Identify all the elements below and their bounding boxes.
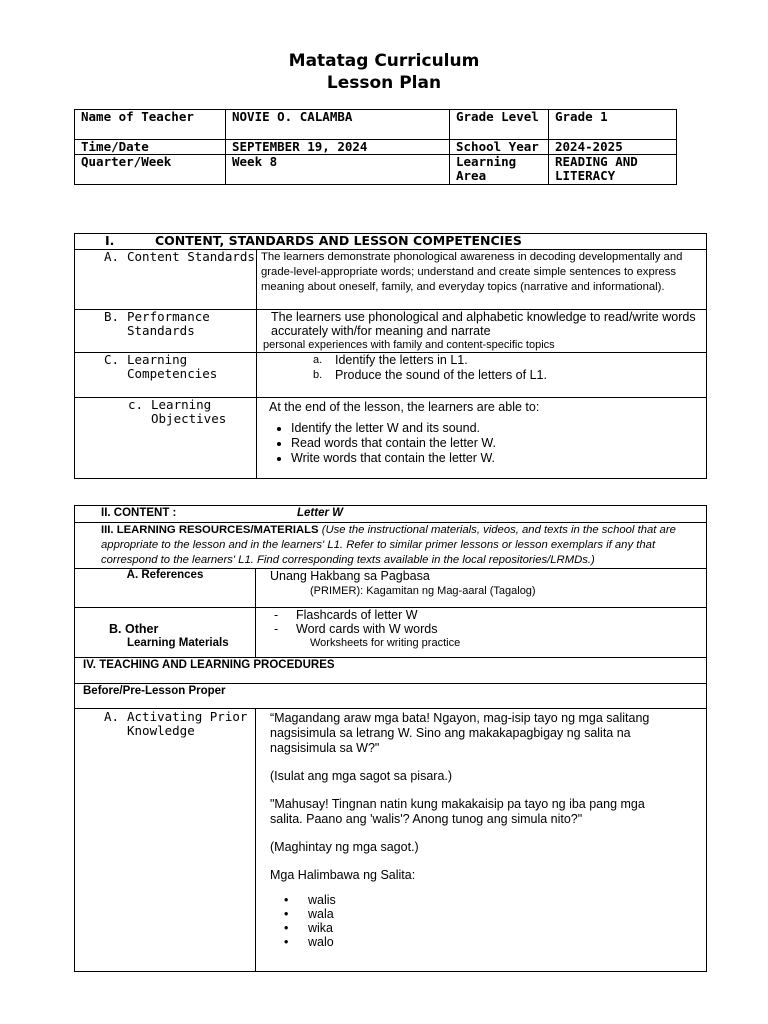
performance-standards-text-2: personal experiences with family and content-specific topics [263,339,555,351]
teacher-value: NOVIE O. CALAMBA [226,110,450,140]
resources-row [75,523,707,569]
competency-item [313,353,706,368]
competencies-cell [75,353,257,398]
references-sub: (PRIMER): Kagamitan ng Mag-aaral (Tagalog) [310,585,536,597]
performance-standards-value [257,310,707,353]
competencies-letter: C. [103,352,119,367]
other-materials-value-cell [256,608,707,658]
performance-letter: B. [103,309,119,324]
section1-heading: CONTENT, STANDARDS AND LESSON COMPETENCIES [155,233,522,248]
objectives-label: Learning Objectives [151,397,227,426]
quarter-label: Quarter/Week [75,155,226,185]
procedures-table [74,505,707,972]
before-label: Before/Pre-Lesson Proper [83,685,226,697]
section1-header [75,234,707,250]
area-label: Learning Area [450,155,549,185]
other-materials-list [256,608,706,636]
objectives-list [257,421,706,466]
teacher-label: Name of Teacher [75,110,226,140]
objective-item: • Identify the letter W and its sound. [291,421,706,436]
performance-standards-cell [75,310,257,353]
content-standards-text: The learners demonstrate phonological awareness in decoding developmentally and grade-level-appropriate words; understand and create simple sentences to express meaning about oneself, family, and everyday topics (narrative and informational). [261,251,683,293]
content-letter: A. [103,249,119,264]
example-words-list [256,893,706,949]
document-title: Matatag Curriculum [288,51,480,71]
standards-table [74,233,707,479]
performance-standards-label: Performance Standards [127,309,210,338]
competency-item [313,368,706,383]
example-word: • wala [284,907,706,921]
activating-paragraph: "Mahusay! Tingnan natin kung makakaisip pa tayo ng iba pang mga salita. Paano ang 'walis'? Anong tunog ang simula nito?" [270,797,645,826]
activating-paragraph: (Maghintay ng mga sagot.) [270,840,419,854]
objectives-cell [75,398,257,479]
other-extra: Worksheets for writing practice [310,637,461,649]
activating-paragraph: “Magandang araw mga bata! Ngayon, mag-isip tayo ng mga salitang nagsisimula sa letrang W. Sino ang makakapagbigay ng salita na nagsisimula sa W?" [270,711,650,755]
other-label-2: Learning Materials [127,637,229,649]
before-row [75,684,707,709]
resources-note: (Use the instructional materials, videos, and texts in the school that are appropriate to the lesson and in the learners' L1. Refer to similar primer lessons or lesson exemplars if any that correspond to the learners' L1. Find corresponding texts available in the local repositories/LRMDs.) [101,524,676,566]
references-value: Unang Hakbang sa Pagbasa [270,569,430,583]
example-word: • walo [284,935,706,949]
activating-paragraph: (Isulat ang mga sagot sa pisara.) [270,769,453,783]
competencies-label: Learning Competencies [127,352,218,381]
objective-item: • Read words that contain the letter W. [291,436,706,451]
area-value: READING AND LITERACY [549,155,677,185]
time-value: SEPTEMBER 19, 2024 [226,140,450,155]
content-value: Letter W [297,507,343,519]
activating-letter: A. [103,709,119,724]
objectives-value [257,398,707,479]
content-standards-value [257,250,707,310]
grade-value: Grade 1 [549,110,677,140]
competencies-list [257,353,706,383]
content-standards-cell [75,250,257,310]
objectives-letter: c. [127,397,143,412]
objectives-intro: At the end of the lesson, the learners are able to: [269,400,540,414]
competency-number: a. [313,354,323,366]
competency-text: Identify the letters in L1. [335,353,468,367]
objective-item: • Write words that contain the letter W. [291,451,706,466]
year-value: 2024-2025 [549,140,677,155]
material-item: - Word cards with W words [274,622,706,636]
references-value-cell [256,569,707,608]
activating-paragraph: Mga Halimbawa ng Salita: [270,868,416,882]
performance-standards-text: The learners use phonological and alphabetic knowledge to read/write words accurately with/for meaning and narrate [271,310,696,338]
competency-text: Produce the sound of the letters of L1. [335,368,547,382]
activating-content-cell [256,709,707,972]
competency-number: b. [313,369,323,381]
example-word: • wika [284,921,706,935]
content-row [75,506,707,523]
section1-number: I. [105,233,115,248]
activating-label: Activating Prior Knowledge [127,709,248,738]
year-label: School Year [450,140,549,155]
quarter-value: Week 8 [226,155,450,185]
activating-text [256,709,706,883]
references-label: A. References [126,569,204,581]
references-label-cell [75,569,256,608]
time-label: Time/Date [75,140,226,155]
resources-label: III. LEARNING RESOURCES/MATERIALS [101,524,319,536]
material-item: - Flashcards of letter W [274,608,706,622]
content-standards-label: Content Standards [127,249,255,264]
grade-label: Grade Level [450,110,549,140]
activating-label-cell [75,709,256,972]
document-subtitle: Lesson Plan [326,73,442,93]
other-label: B. Other [109,622,159,636]
procedures-label: IV. TEACHING AND LEARNING PROCEDURES [83,659,335,671]
procedures-row [75,658,707,684]
teacher-info-table [74,109,677,185]
other-materials-label-cell [75,608,256,658]
content-label: II. CONTENT : [101,507,177,519]
example-word: • walis [284,893,706,907]
competencies-value [257,353,707,398]
